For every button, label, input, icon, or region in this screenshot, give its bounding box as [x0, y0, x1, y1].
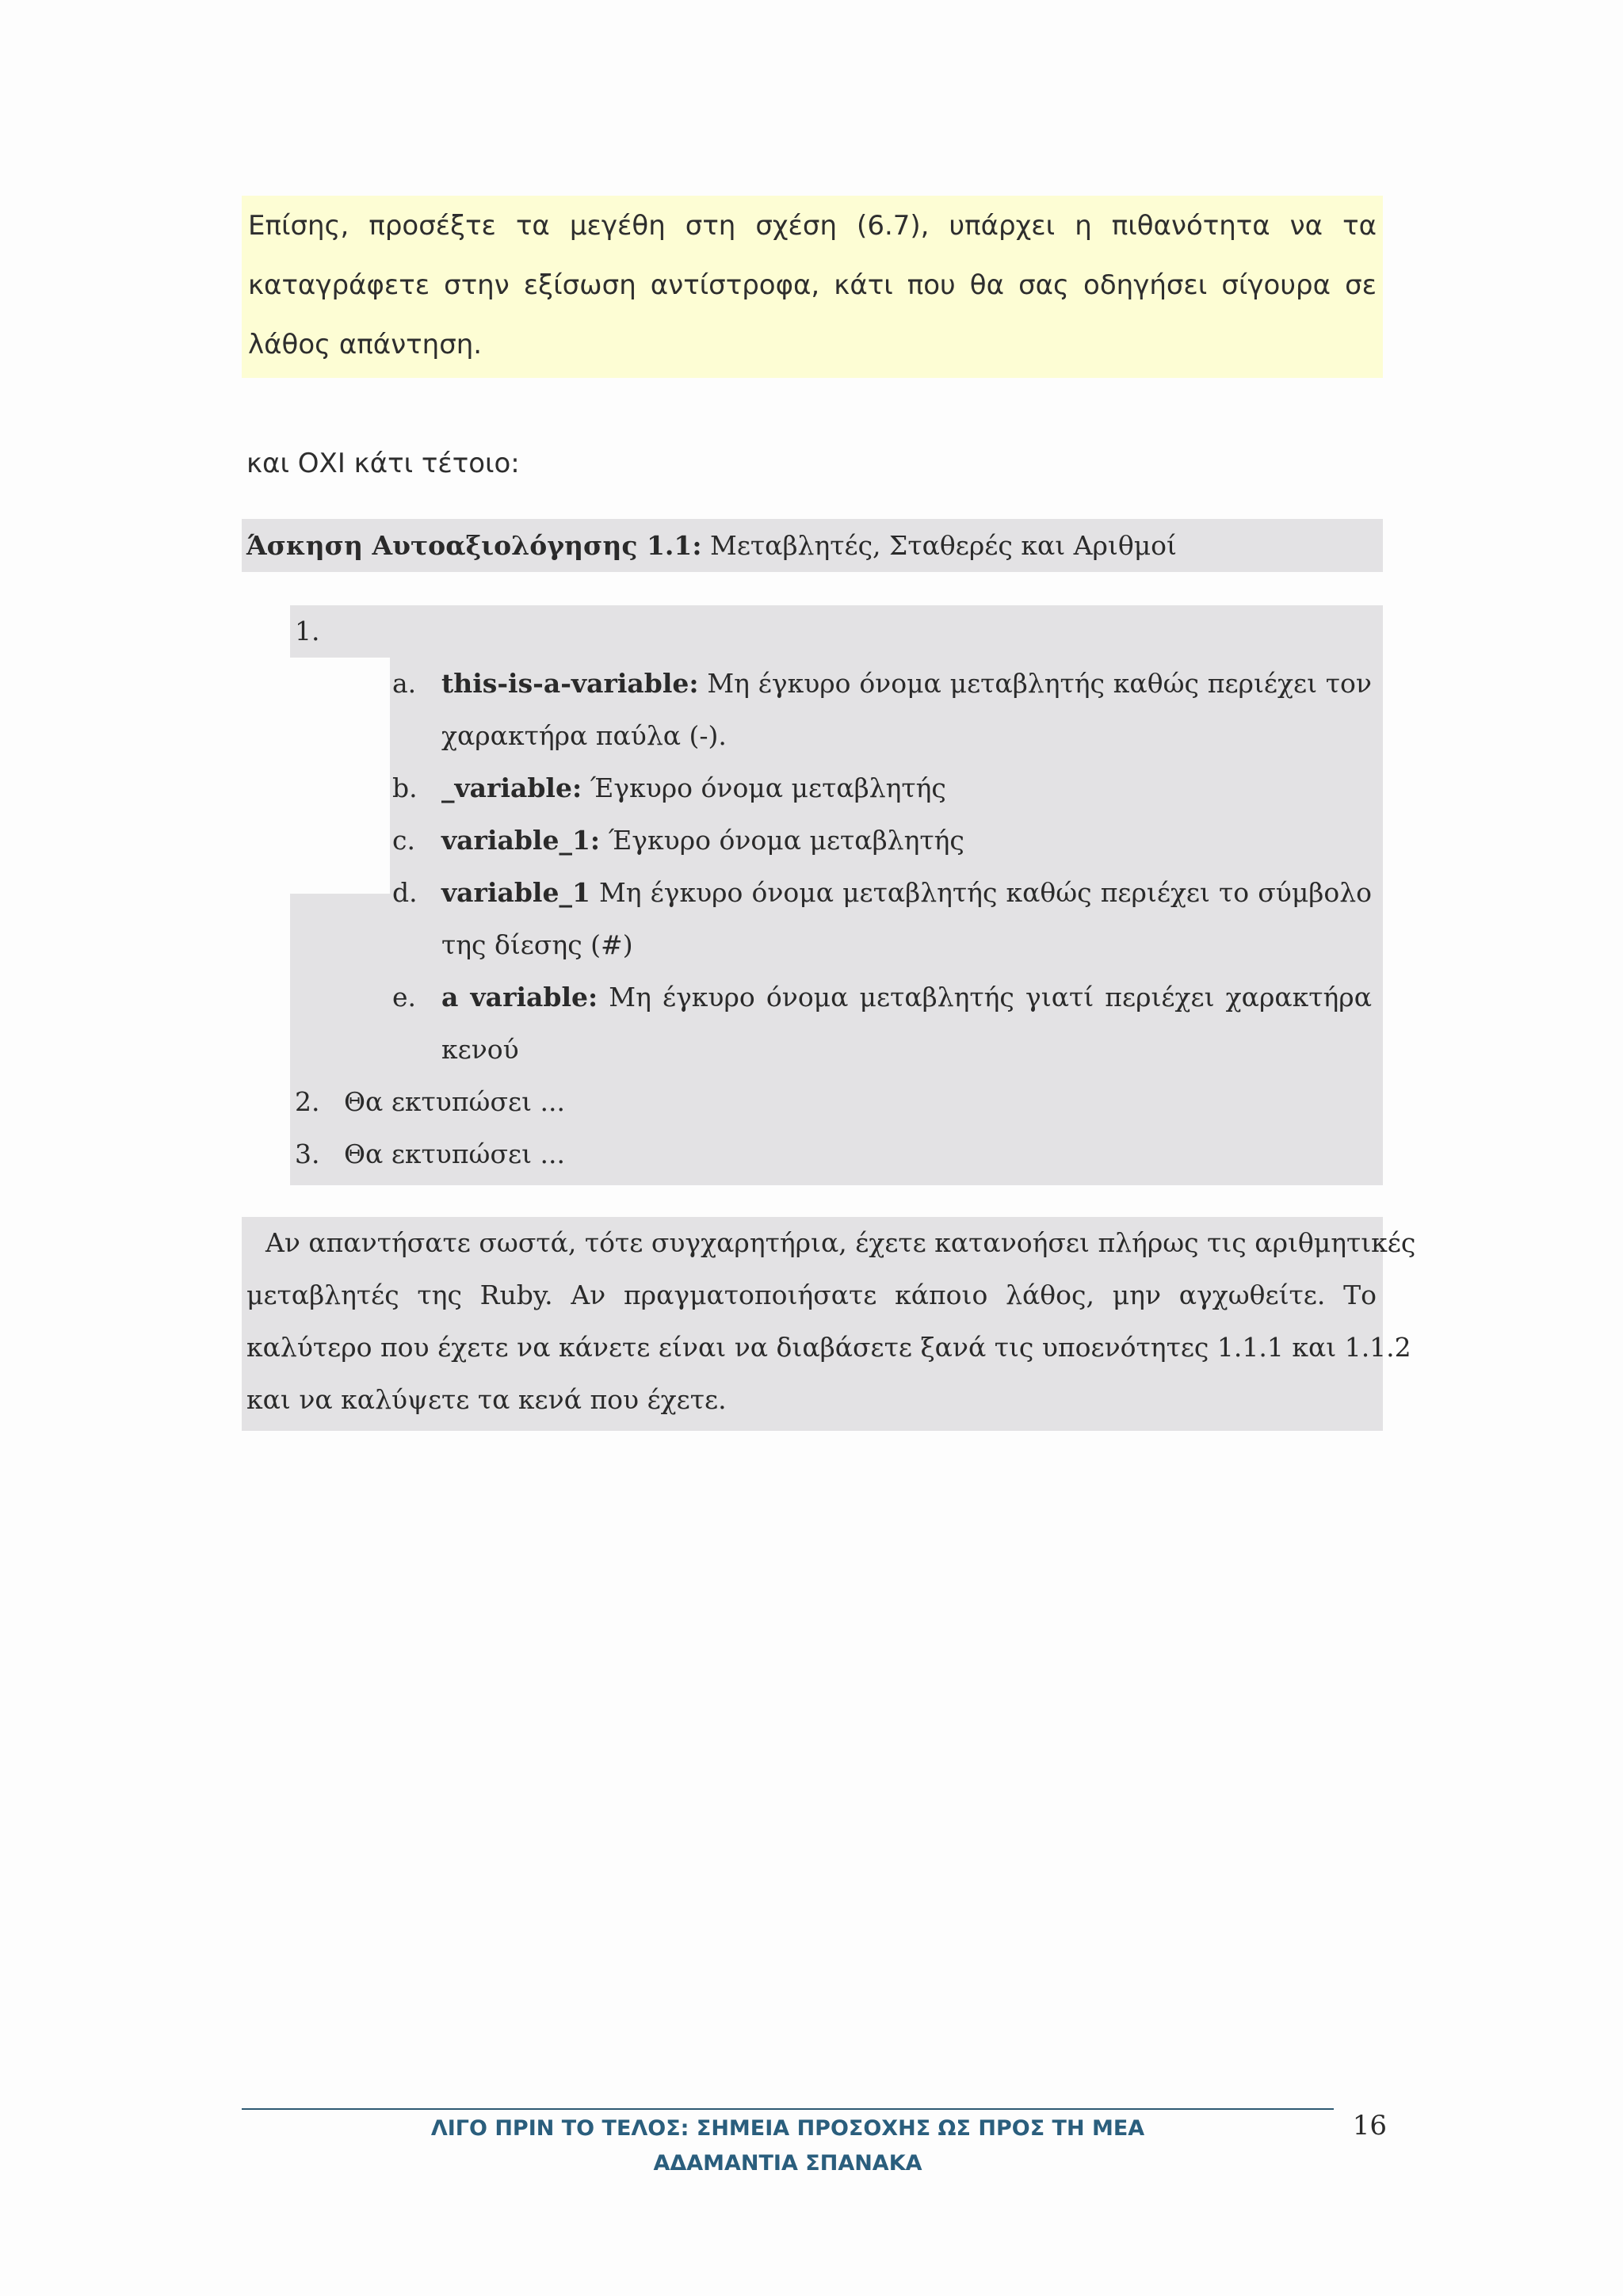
sub-item-b: [441, 762, 1372, 814]
page-number: 16: [1352, 2110, 1387, 2142]
sub-item-c-desc: Έγκυρο όνομα μεταβλητής: [600, 825, 964, 856]
sub-letter-b: b.: [392, 772, 418, 803]
answer-number-3: 3.: [295, 1138, 320, 1169]
sub-letter-d: d.: [392, 877, 418, 908]
feedback-line-4: και να καλύψετε τα κενά που έχετε.: [246, 1384, 727, 1415]
exercise-title-rest: Μεταβλητές, Σταθερές και Αριθμοί: [701, 530, 1177, 561]
sub-item-e-term: a variable:: [441, 982, 598, 1013]
sub-item-e-line-1: [441, 971, 1372, 1024]
answer-number-2: 2.: [295, 1086, 320, 1117]
sub-item-b-desc: Έγκυρο όνομα μεταβλητής: [582, 772, 946, 803]
feedback-line-1: Αν απαντήσατε σωστά, τότε συγχαρητήρια, έχετε κατανοήσει πλήρως τις αριθμητικές: [265, 1227, 1416, 1258]
feedback-block: [242, 1217, 1416, 1431]
sub-item-d-desc: Μη έγκυρο όνομα μεταβλητής καθώς περιέχει το σύμβολο: [590, 877, 1372, 908]
note-line-3: λάθος απάντηση.: [248, 329, 483, 360]
sub-item-c: [441, 814, 1372, 867]
footer-title: ΛΙΓΟ ΠΡΙΝ ΤΟ ΤΕΛΟΣ: ΣΗΜΕΙΑ ΠΡΟΣΟΧΗΣ ΩΣ ΠΡΟΣ ΤΗ ΜΕΑ: [430, 2116, 1145, 2141]
answer-number-1: 1.: [295, 616, 320, 646]
sub-item-d-line-1: [441, 867, 1372, 919]
feedback-line-3: καλύτερο που έχετε να κάνετε είναι να διαβάσετε ξανά τις υποενότητες 1.1.1 και 1.1.2: [246, 1332, 1411, 1363]
sub-letter-e: e.: [392, 982, 417, 1013]
indent-gap: [290, 658, 390, 894]
answer-text-3: Θα εκτυπώσει ...: [344, 1138, 565, 1169]
answer-text-2: Θα εκτυπώσει ...: [344, 1086, 565, 1117]
highlighted-note: [242, 196, 1383, 378]
sub-item-d-line-2: της δίεσης (#): [441, 929, 633, 960]
note-line-2: καταγράφετε στην εξίσωση αντίστροφα, κάτι που θα σας οδηγήσει σίγουρα σε: [248, 269, 1377, 301]
footer-divider: [242, 2108, 1334, 2110]
sub-item-a-desc: Μη έγκυρο όνομα μεταβλητής καθώς περιέχει τον: [698, 668, 1372, 699]
intro-line: και ΟΧΙ κάτι τέτοιο:: [246, 448, 520, 479]
sub-item-a-line-2: χαρακτήρα παύλα (-).: [441, 720, 727, 751]
sub-item-b-term: _variable:: [441, 772, 582, 803]
answers-block: [290, 605, 1383, 1185]
sub-item-e-desc: Μη έγκυρο όνομα μεταβλητής γιατί περιέχει χαρακτήρα: [598, 982, 1372, 1013]
sub-item-a-line-1: [441, 658, 1372, 710]
sub-item-d-term: variable_1: [441, 877, 590, 908]
sub-item-e-line-2: κενού: [441, 1034, 519, 1065]
footer-author: ΑΔΑΜΑΝΤΙΑ ΣΠΑΝΑΚΑ: [653, 2151, 922, 2176]
sub-item-c-term: variable_1:: [441, 825, 601, 856]
exercise-title: [242, 519, 1383, 572]
exercise-title-bold: Άσκηση Αυτοαξιολόγησης 1.1:: [246, 530, 702, 561]
sub-letter-a: a.: [392, 668, 417, 699]
sub-item-a-term: this-is-a-variable:: [441, 668, 699, 699]
feedback-line-2: μεταβλητές της Ruby. Αν πραγματοποιήσατε κάποιο λάθος, μην αγχωθείτε. Το: [246, 1280, 1377, 1310]
sub-letter-c: c.: [392, 825, 415, 856]
note-line-1: Επίσης, προσέξτε τα μεγέθη στη σχέση (6.7), υπάρχει η πιθανότητα να τα: [248, 210, 1377, 242]
